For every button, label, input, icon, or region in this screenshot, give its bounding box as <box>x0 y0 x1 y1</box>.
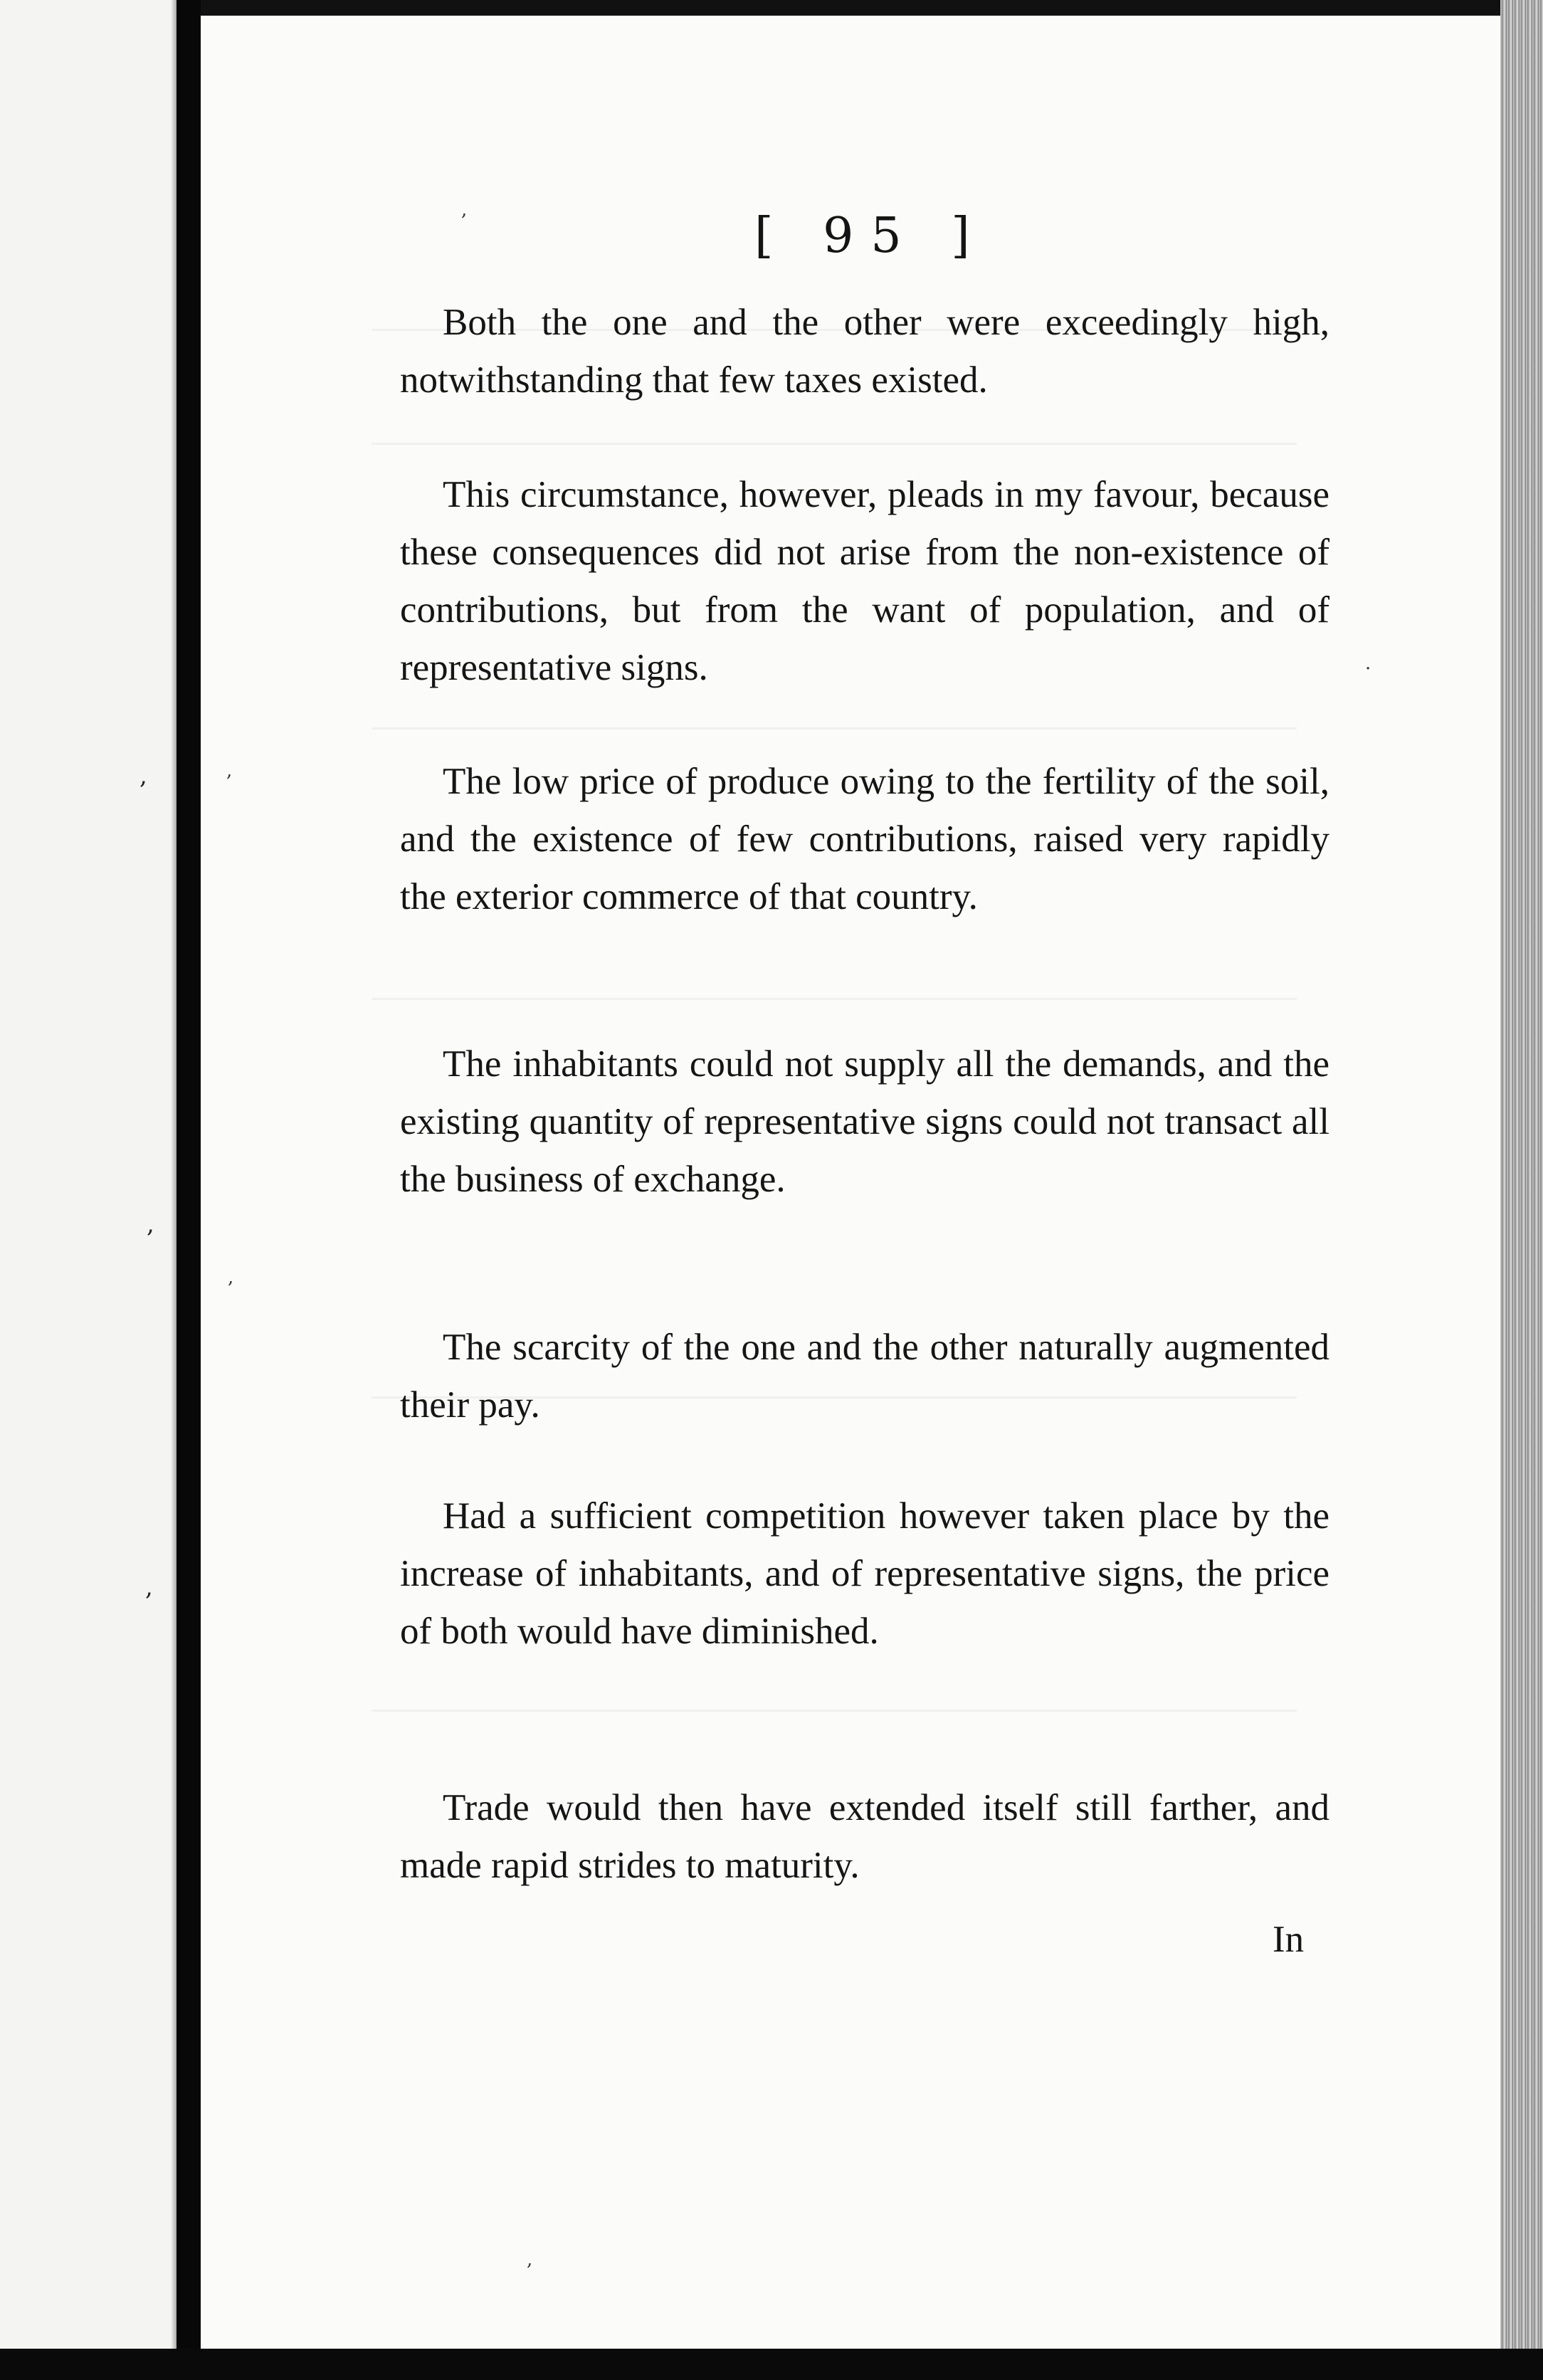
facing-page-edge <box>0 0 177 2349</box>
facing-page-mark: , <box>147 1210 154 1238</box>
page-number-header: [ 95 ] <box>754 208 987 264</box>
ink-speck: , <box>527 2249 533 2270</box>
bleed-through-line <box>372 998 1297 1000</box>
paragraph: Had a sufficient competition however taken place by the increase of inhabitants, and of representative signs, the price of both would have diminished. <box>400 1495 1329 1652</box>
body-text <box>400 1779 1329 1895</box>
facing-page-mark: , <box>139 762 147 790</box>
catchword: In <box>1273 1919 1305 1960</box>
paragraph: The scarcity of the one and the other naturally augmented their pay. <box>400 1327 1329 1426</box>
bleed-through-line <box>372 1710 1297 1712</box>
ink-speck: , <box>461 199 468 221</box>
paragraph: Both the one and the other were exceedingly high, notwithstanding that few taxes existed. <box>400 302 1329 401</box>
body-text <box>400 753 1329 926</box>
paragraph: The inhabitants could not supply all the demands, and the existing quantity of representative signs could not transact all the business of exchange. <box>400 1043 1329 1200</box>
book-gutter <box>177 0 201 2380</box>
body-text <box>400 294 1329 409</box>
ink-speck: · <box>1365 658 1371 680</box>
body-text <box>400 1036 1329 1209</box>
paragraph: The low price of produce owing to the fertility of the soil, and the existence of few contributions, raised very rapidly the exterior commerce of that country. <box>400 761 1329 917</box>
scan-bottom-border <box>0 2349 1543 2380</box>
page-block-edges <box>1500 0 1543 2380</box>
paragraph: This circumstance, however, pleads in my favour, because these consequences did not arise from the non-existence of contributions, but from the want of population, and of representative signs. <box>400 474 1329 688</box>
ink-speck: , <box>228 1267 234 1288</box>
bleed-through-line <box>372 443 1297 445</box>
body-text <box>400 466 1329 697</box>
bleed-through-line <box>372 727 1297 730</box>
body-text <box>400 1488 1329 1660</box>
ink-speck: , <box>226 760 233 781</box>
paragraph: Trade would then have extended itself still farther, and made rapid strides to maturity. <box>400 1787 1329 1886</box>
scan-top-border <box>201 0 1543 16</box>
facing-page-mark: , <box>145 1573 153 1601</box>
body-text <box>400 1319 1329 1434</box>
